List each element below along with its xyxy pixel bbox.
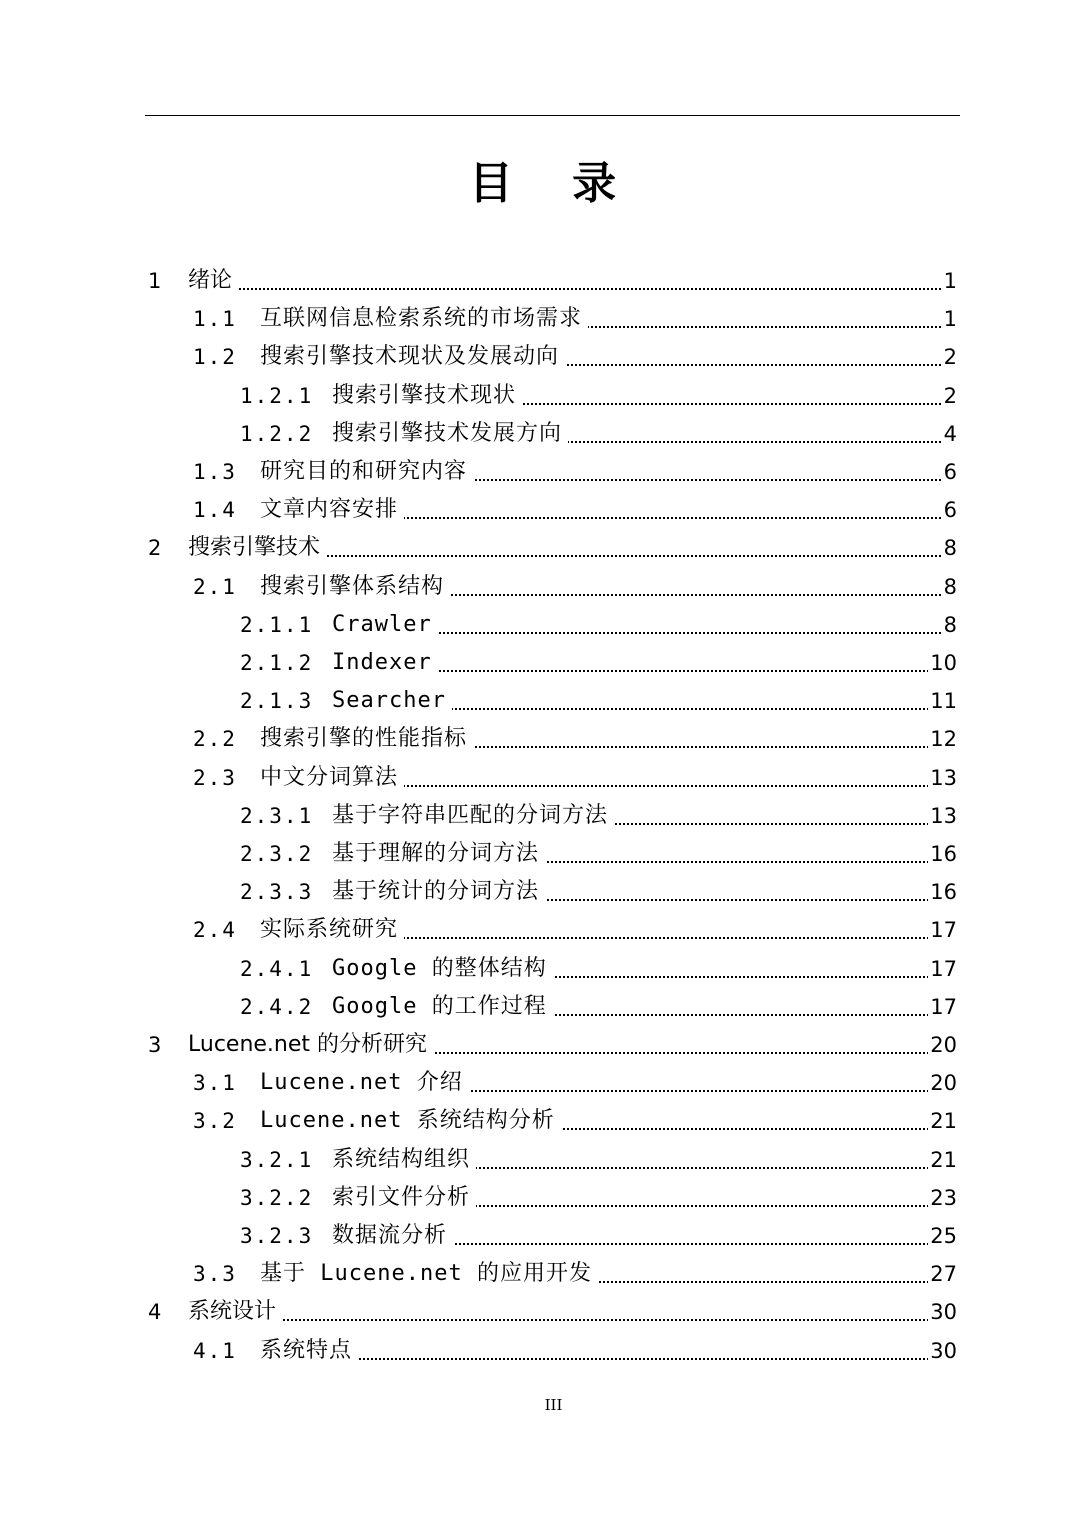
toc-entry[interactable]: [0, 262, 1075, 300]
toc-entry-page: 20: [928, 1064, 957, 1102]
toc-entry-title: 系统特点: [260, 1332, 358, 1370]
toc-entry-page: 20: [928, 1026, 957, 1064]
toc-entry-page: 13: [928, 759, 957, 797]
toc-entry[interactable]: [0, 1293, 1075, 1331]
toc-entry-title: 数据流分析: [332, 1217, 453, 1255]
toc-entry[interactable]: [0, 911, 1075, 949]
toc-entry-page: 16: [928, 835, 957, 873]
toc-entry-number: 1.4: [193, 498, 237, 522]
toc-entry-title: 中文分词算法: [260, 759, 404, 797]
toc-entry-title: 实际系统研究: [260, 911, 404, 949]
toc-entry-page: 4: [942, 415, 957, 453]
toc-entry[interactable]: [0, 644, 1075, 682]
toc-dot-leader: [270, 1358, 953, 1360]
toc-entry-title: 搜索引擎的性能指标: [260, 720, 473, 758]
toc-entry[interactable]: [0, 1255, 1075, 1293]
toc-entry-page: 12: [928, 720, 957, 758]
toc-entry-page: 8: [942, 606, 957, 644]
toc-entry[interactable]: [0, 720, 1075, 758]
toc-entry[interactable]: [0, 529, 1075, 567]
toc-entry[interactable]: [0, 1217, 1075, 1255]
toc-entry-title: 基于字符串匹配的分词方法: [332, 797, 614, 835]
toc-entry-number: 2.1.2: [240, 651, 314, 675]
toc-entry[interactable]: [0, 682, 1075, 720]
toc-entry[interactable]: [0, 568, 1075, 606]
toc-entry-title: 基于理解的分词方法: [332, 835, 545, 873]
toc-entry[interactable]: [0, 1064, 1075, 1102]
toc-entry[interactable]: [0, 797, 1075, 835]
toc-dot-leader: [200, 1319, 953, 1321]
toc-entry-title: 搜索引擎技术发展方向: [332, 415, 568, 453]
toc-entry[interactable]: [0, 1102, 1075, 1140]
header-rule: [145, 115, 960, 116]
toc-entry-page: 6: [942, 453, 957, 491]
toc-entry-title: 系统结构组织: [332, 1141, 476, 1179]
toc-entry-page: 10: [928, 644, 957, 682]
toc-entry[interactable]: [0, 1026, 1075, 1064]
toc-entry[interactable]: [0, 950, 1075, 988]
toc-entry-number: 3: [148, 1033, 162, 1057]
toc-entry-page: 30: [928, 1293, 957, 1331]
toc-entry-number: 1.3: [193, 460, 237, 484]
toc-entry-number: 2.1: [193, 575, 237, 599]
toc-entry-number: 1.1: [193, 307, 237, 331]
page-number: III: [544, 1396, 563, 1414]
toc-entry[interactable]: [0, 1141, 1075, 1179]
toc-entry[interactable]: [0, 338, 1075, 376]
toc-entry-number: 3.1: [193, 1071, 237, 1095]
toc-entry-page: 1: [942, 300, 957, 338]
toc-entry-title: 系统设计: [188, 1293, 282, 1331]
toc-entry-page: 27: [928, 1255, 957, 1293]
toc-entry-number: 3.2: [193, 1109, 237, 1133]
toc-entry-title: Lucene.net 系统结构分析: [260, 1102, 561, 1140]
toc-entry-title: Crawler: [332, 606, 438, 644]
toc-entry-page: 1: [942, 262, 957, 300]
toc-entry-number: 1: [148, 269, 162, 293]
toc-entry-page: 17: [928, 988, 957, 1026]
toc-entry-page: 25: [928, 1217, 957, 1255]
toc-entry-page: 17: [928, 911, 957, 949]
toc-entry-title: 研究目的和研究内容: [260, 453, 473, 491]
toc-entry-title: 文章内容安排: [260, 491, 404, 529]
toc-entry-number: 4.1: [193, 1339, 237, 1363]
toc-entry-number: 2.3.1: [240, 804, 314, 828]
toc-entry[interactable]: [0, 988, 1075, 1026]
toc-entry-page: 2: [942, 338, 957, 376]
toc-entry-number: 2.3.2: [240, 842, 314, 866]
toc-entry-number: 4: [148, 1300, 162, 1324]
toc-entry-number: 3.2.1: [240, 1148, 314, 1172]
toc-entry-title: 搜索引擎技术: [188, 529, 326, 567]
toc-entry-title: Indexer: [332, 644, 438, 682]
toc-entry-title: 绪论: [188, 262, 238, 300]
toc-entry-page: 21: [928, 1141, 957, 1179]
toc-entry-number: 2.4: [193, 918, 237, 942]
toc-entry[interactable]: [0, 300, 1075, 338]
toc-entry[interactable]: [0, 606, 1075, 644]
toc-entry-page: 13: [928, 797, 957, 835]
toc-entry-title: 互联网信息检索系统的市场需求: [260, 300, 588, 338]
toc-entry-page: 23: [928, 1179, 957, 1217]
toc-entry-page: 8: [942, 568, 957, 606]
toc-entry-number: 2.3: [193, 766, 237, 790]
toc-entry-title: Lucene.net 的分析研究: [188, 1026, 433, 1064]
toc-dot-leader: [200, 288, 953, 290]
toc-entry-number: 2: [148, 536, 162, 560]
toc-entry-title: Google 的整体结构: [332, 950, 553, 988]
toc-entry-number: 2.4.1: [240, 957, 314, 981]
toc-entry-title: Searcher: [332, 682, 452, 720]
toc-entry-title: 搜索引擎技术现状及发展动向: [260, 338, 565, 376]
toc-entry[interactable]: [0, 873, 1075, 911]
toc-entry-title: 搜索引擎体系结构: [260, 568, 450, 606]
toc-entry-number: 2.3.3: [240, 880, 314, 904]
toc-entry[interactable]: [0, 377, 1075, 415]
toc-entry-page: 16: [928, 873, 957, 911]
toc-entry[interactable]: [0, 1179, 1075, 1217]
toc-entry[interactable]: [0, 415, 1075, 453]
toc-entry-title: 搜索引擎技术现状: [332, 377, 522, 415]
toc-entry-page: 17: [928, 950, 957, 988]
toc-entry-page: 2: [942, 377, 957, 415]
toc-entry-number: 1.2: [193, 345, 237, 369]
toc-entry-title: Lucene.net 介绍: [260, 1064, 469, 1102]
toc-entry-title: 基于统计的分词方法: [332, 873, 545, 911]
toc-entry-title: 基于 Lucene.net 的应用开发: [260, 1255, 598, 1293]
toc-entry-number: 1.2.1: [240, 384, 314, 408]
toc-entry-title: 索引文件分析: [332, 1179, 476, 1217]
toc-entry-page: 6: [942, 491, 957, 529]
toc-entry-number: 2.1.1: [240, 613, 314, 637]
toc-entry-number: 1.2.2: [240, 422, 314, 446]
toc-entry[interactable]: [0, 835, 1075, 873]
toc-entry-number: 3.2.2: [240, 1186, 314, 1210]
toc-entry-number: 2.4.2: [240, 995, 314, 1019]
toc-entry-page: 21: [928, 1102, 957, 1140]
toc-entry-number: 2.1.3: [240, 689, 314, 713]
toc-entry-page: 30: [928, 1332, 957, 1370]
toc-entry-number: 3.3: [193, 1262, 237, 1286]
toc-entry-page: 8: [942, 529, 957, 567]
toc-entry-page: 11: [928, 682, 957, 720]
toc-entry[interactable]: [0, 759, 1075, 797]
toc-entry-number: 3.2.3: [240, 1224, 314, 1248]
toc-entry-number: 2.2: [193, 727, 237, 751]
toc-entry[interactable]: [0, 1332, 1075, 1370]
toc-entry[interactable]: [0, 453, 1075, 491]
toc-entry-title: Google 的工作过程: [332, 988, 553, 1026]
toc-title: 目 录: [468, 158, 639, 209]
toc-entry[interactable]: [0, 491, 1075, 529]
